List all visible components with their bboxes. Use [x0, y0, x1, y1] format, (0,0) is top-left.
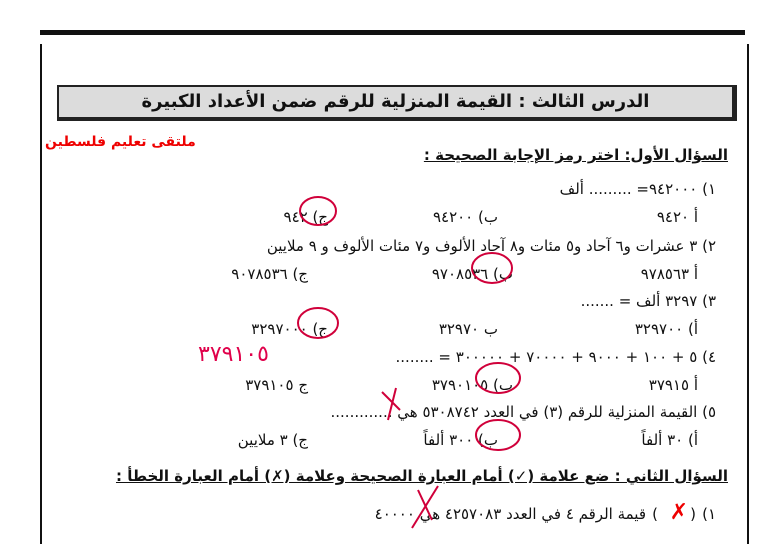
s2-q1-text: قيمة الرقم ٤ في العدد ٤٢٥٧٠٨٣ هي ٤٠٠٠٠ — [374, 505, 646, 523]
q4-text: ٤) ٥ + ١٠٠ + ٩٠٠٠ + ٧٠٠٠٠ + ٣٠٠٠٠٠ = ........ — [395, 348, 716, 366]
q5-text: ٥) القيمة المنزلية للرقم (٣) في العدد ٥٣٠٨٧٤٢ هي ............. — [330, 403, 716, 421]
question1-heading: السؤال الأول: اختر رمز الإجابة الصحيحة : — [423, 146, 728, 164]
s2-q1-close-paren: ) — [652, 505, 658, 523]
lesson-title: الدرس الثالث : القيمة المنزلية للرقم ضمن الأعداد الكبيرة — [57, 85, 737, 121]
q1-option-c: ج) ٩٤٢ — [283, 208, 328, 226]
q1-answer-circle — [300, 197, 336, 225]
q3-option-a: أ) ٣٢٩٧٠٠ — [634, 320, 698, 338]
q2-option-b: ب) ٩٧٠٨٥٣٦ — [431, 265, 513, 283]
q3-answer-circle — [298, 308, 338, 338]
q2-answer-circle — [472, 253, 512, 283]
s2-strike-mark — [412, 486, 438, 528]
q3-option-b: ب ٣٢٩٧٠ — [438, 320, 498, 338]
q1-option-a: أ ٩٤٢٠ — [656, 208, 698, 226]
q2-option-c: ج) ٩٠٧٨٥٣٦ — [231, 265, 308, 283]
q5-answer-circle — [476, 420, 520, 450]
q1-text: ١) ٩٤٢٠٠٠= ......... ألف — [559, 180, 716, 198]
q4-answer-circle — [476, 363, 520, 393]
q4-option-b: ب) ٣٧٩٠١٠٥ — [431, 376, 513, 394]
q5-option-a: أ) ٣٠ ألفاً — [641, 431, 698, 449]
question2-heading: السؤال الثاني : ضع علامة (✓) أمام العبارة الصحيحة وعلامة (✗) أمام العبارة الخطأ : — [115, 467, 728, 485]
q3-option-c: ج) ٣٢٩٧٠٠٠ — [251, 320, 328, 338]
q3-text: ٣) ٣٢٩٧ ألف = ....... — [580, 292, 716, 310]
q4-option-a: أ ٣٧٩١٥ — [648, 376, 698, 394]
q5-strike-mark — [382, 388, 400, 420]
q4-handwritten-answer: ٣٧٩١٠٥ — [198, 342, 269, 367]
s2-q1-number: ١) — [702, 505, 716, 523]
s2-q1-open-paren: ( — [690, 505, 696, 523]
s2-q1-mark: ✗ — [669, 500, 688, 525]
watermark-text: ملتقى تعليم فلسطين — [45, 134, 196, 150]
q5-option-c: ج) ٣ ملايين — [237, 431, 308, 449]
q2-option-a: أ ٩٧٨٥٦٣ — [640, 265, 698, 283]
q5-option-b: ب) ٣٠٠ ألفاً — [423, 431, 498, 449]
q4-option-c: ج ٣٧٩١٠٥ — [245, 376, 308, 394]
q1-option-b: ب) ٩٤٢٠٠ — [432, 208, 498, 226]
q2-text: ٢) ٣ عشرات و٦ آحاد و٥ مئات و٨ آحاد الألوف و٧ مئات الألوف و ٩ ملايين — [266, 237, 716, 255]
